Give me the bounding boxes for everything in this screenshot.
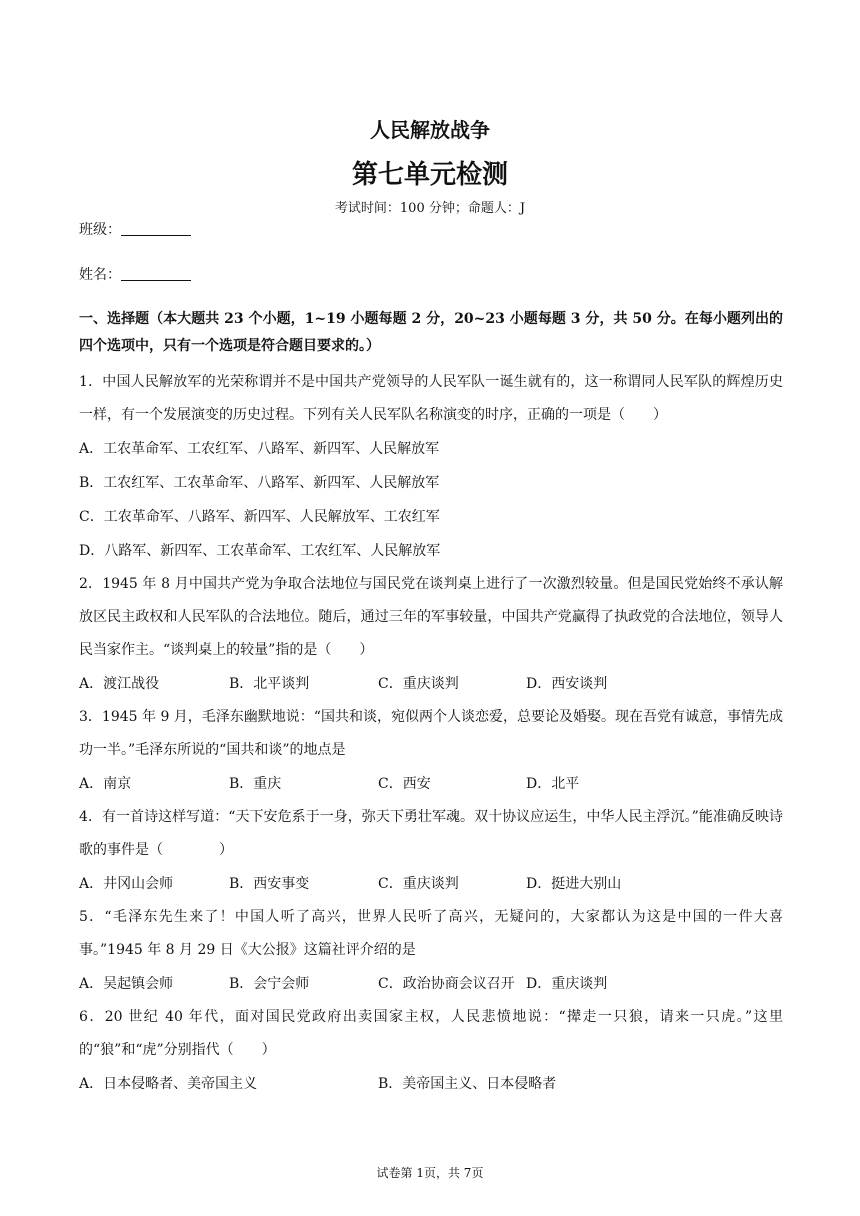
class-blank[interactable] [121, 221, 191, 236]
option-c: C．重庆谈判 [378, 876, 459, 892]
option-b: B．北平谈判 [229, 676, 310, 692]
option-d: D．重庆谈判 [526, 976, 608, 992]
question-stem: 3．1945 年 9 月，毛泽东幽默地说：“国共和谈，宛似两个人谈恋爱，总要论及婚娶。现在吾党有诚意，事情先成功一半。”毛泽东所说的“国共和谈”的地点是 [79, 709, 783, 758]
option-b: B．会宁会师 [229, 976, 310, 992]
question-1 [79, 366, 783, 568]
question-stem: 6．20 世纪 40 年代，面对国民党政府出卖国家主权，人民悲愤地说：“撵走一只狼，请来一只虎。”这里的“狼”和“虎”分别指代（ ） [79, 1009, 783, 1058]
question-stem: 4．有一首诗这样写道：“天下安危系于一身，弥天下勇壮军魂。双十协议应运生，中华人民主浮沉。”能准确反映诗歌的事件是（ ） [79, 809, 783, 858]
exam-meta: 考试时间：100 分钟；命题人：J [334, 201, 526, 216]
option-a: A．吴起镇会师 [79, 976, 174, 992]
options-row [79, 667, 783, 701]
question-stem: 1．中国人民解放军的光荣称谓并不是中国共产党领导的人民军队一诞生就有的，这一称谓同人民军队的辉煌历史一样，有一个发展演变的历史过程。下列有关人民军队名称演变的时序，正确的一项是（ ） [79, 374, 783, 423]
exam-body [79, 306, 783, 1101]
exam-title: 人民解放战争 [370, 118, 490, 142]
options-row [79, 867, 783, 901]
class-field [79, 219, 191, 239]
option-c: C．工农革命军、八路军、新四军、人民解放军、工农红军 [79, 509, 440, 525]
option-c: C．重庆谈判 [378, 676, 459, 692]
option-d: D．西安谈判 [526, 676, 608, 692]
question-stem: 2．1945 年 8 月中国共产党为争取合法地位与国民党在谈判桌上进行了一次激烈较量。但是国民党始终不承认解放区民主政权和人民军队的合法地位。随后，通过三年的军事较量，中国共产党赢得了执政党的合法地位，领导人民当家作主。“谈判桌上的较量”指的是（ ） [79, 576, 783, 658]
section-heading: 一、选择题（本大题共 23 个小题，1~19 小题每题 2 分，20~23 小题每题 3 分，共 50 分。在每小题列出的四个选项中，只有一个选项是符合题目要求的。） [79, 311, 783, 354]
option-d: D．八路军、新四军、工农革命军、工农红军、人民解放军 [79, 543, 441, 559]
option-b: B．美帝国主义、日本侵略者 [378, 1076, 557, 1092]
question-stem: 5．“毛泽东先生来了！中国人听了高兴，世界人民听了高兴，无疑问的，大家都认为这是中国的一件大喜事。”1945 年 8 月 29 日《大公报》这篇社评介绍的是 [79, 909, 783, 958]
page-footer: 试卷第 1页，共 7页 [376, 1166, 484, 1180]
option-b: B．西安事变 [229, 876, 310, 892]
name-field [79, 264, 191, 284]
question-3 [79, 701, 783, 801]
option-b: B．重庆 [229, 776, 282, 792]
name-blank[interactable] [121, 266, 191, 281]
question-4 [79, 801, 783, 901]
option-c: C．政治协商会议召开 [378, 976, 515, 992]
question-5 [79, 901, 783, 1001]
options-row [79, 767, 783, 801]
class-label: 班级： [79, 222, 121, 238]
option-a: A．南京 [79, 776, 132, 792]
question-2 [79, 568, 783, 701]
option-a: A．日本侵略者、美帝国主义 [79, 1076, 258, 1092]
name-label: 姓名： [79, 267, 121, 283]
option-b: B．工农红军、工农革命军、八路军、新四军、人民解放军 [79, 475, 440, 491]
question-6 [79, 1001, 783, 1101]
option-a: A．井冈山会师 [79, 876, 174, 892]
exam-subtitle: 第七单元检测 [351, 160, 508, 190]
option-a: A．渡江战役 [79, 676, 160, 692]
option-d: D．挺进大别山 [526, 876, 622, 892]
options-row [79, 967, 783, 1001]
option-d: D．北平 [526, 776, 580, 792]
option-a: A．工农革命军、工农红军、八路军、新四军、人民解放军 [79, 441, 440, 457]
options-row [79, 1067, 783, 1101]
option-c: C．西安 [378, 776, 431, 792]
